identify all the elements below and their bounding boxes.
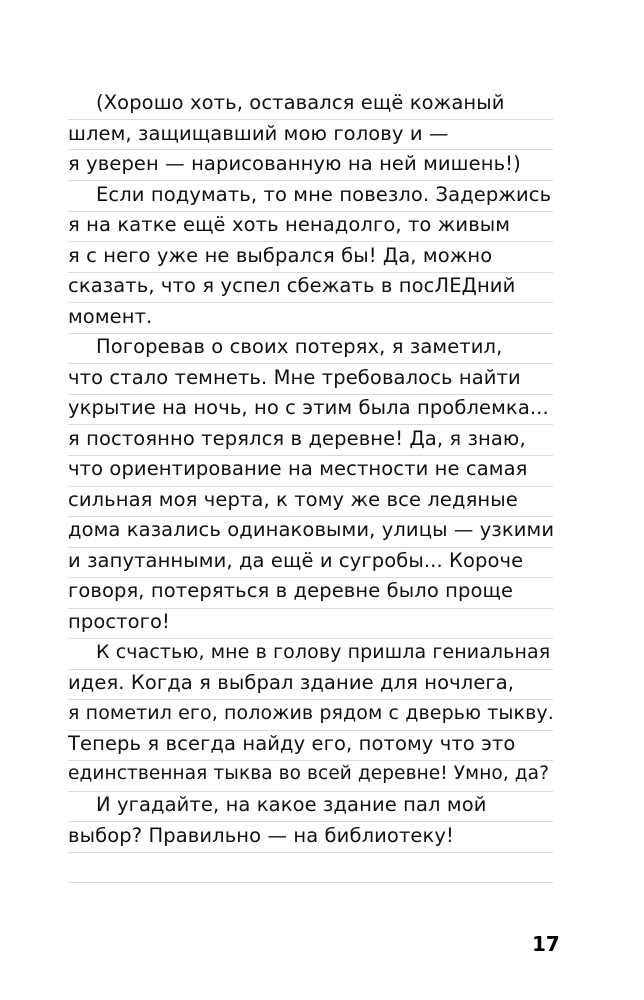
ruled-line	[68, 547, 553, 548]
ruled-line	[68, 455, 553, 456]
ruled-line	[68, 882, 553, 883]
text-line: я постоянно терялся в деревне! Да, я знаю,	[68, 427, 526, 450]
text-line: Теперь я всегда найду его, потому что это	[68, 732, 516, 755]
ruled-line	[68, 638, 553, 639]
text-line: я уверен — нарисованную на ней мишень!)	[68, 152, 521, 175]
ruled-line	[68, 577, 553, 578]
ruled-line	[68, 272, 553, 273]
text-line: шлем, защищавший мою голову и —	[68, 122, 449, 145]
text-line: укрытие на ночь, но с этим была проблемка...	[68, 396, 549, 419]
ruled-line	[68, 821, 553, 822]
ruled-line	[68, 211, 553, 212]
text-line: я на катке ещё хоть ненадолго, то живым	[68, 213, 511, 236]
ruled-line	[68, 608, 553, 609]
text-line: (Хорошо хоть, оставался ещё кожаный	[96, 91, 505, 114]
ruled-line	[68, 333, 553, 334]
text-line: Погоревав о своих потерях, я заметил,	[96, 335, 503, 358]
text-line: что ориентирование на местности не самая	[68, 457, 528, 480]
ruled-line	[68, 180, 553, 181]
ruled-line	[68, 302, 553, 303]
text-line: что стало темнеть. Мне требовалось найти	[68, 366, 521, 389]
ruled-line	[68, 241, 553, 242]
text-line: говоря, потеряться в деревне было проще	[68, 579, 514, 602]
text-line: сильная моя черта, к тому же все ледяные	[68, 488, 518, 511]
text-line: и запутанными, да ещё и сугробы... Короче	[68, 549, 524, 572]
ruled-line	[68, 852, 553, 853]
ruled-line	[68, 394, 553, 395]
text-line: К счастью, мне в голову пришла гениальная	[96, 641, 551, 663]
ruled-line	[68, 516, 553, 517]
ruled-line	[68, 699, 553, 700]
ruled-line	[68, 730, 553, 731]
ruled-line	[68, 669, 553, 670]
ruled-line	[68, 424, 553, 425]
ruled-line	[68, 791, 553, 792]
text-line: простого!	[68, 610, 170, 633]
text-line: я пометил его, положив рядом с дверью тыкву.	[68, 702, 554, 724]
text-line: единственная тыква во всей деревне! Умно, да?	[68, 763, 550, 784]
ruled-line	[68, 760, 553, 761]
text-line: И угадайте, на какое здание пал мой	[96, 793, 487, 816]
ruled-line	[68, 486, 553, 487]
text-line: идея. Когда я выбрал здание для ночлега,	[68, 671, 515, 694]
text-line: сказать, что я успел сбежать в посЛЕДний	[68, 274, 516, 297]
text-line: Если подумать, то мне повезло. Задержись	[96, 183, 552, 206]
page-number: 17	[532, 932, 560, 956]
text-line: дома казались одинаковыми, улицы — узкими	[68, 518, 555, 541]
text-line: выбор? Правильно — на библиотеку!	[68, 824, 454, 847]
ruled-line	[68, 119, 553, 120]
text-line: момент.	[68, 305, 153, 328]
ruled-line	[68, 363, 553, 364]
text-line: я с него уже не выбрался бы! Да, можно	[68, 244, 493, 267]
